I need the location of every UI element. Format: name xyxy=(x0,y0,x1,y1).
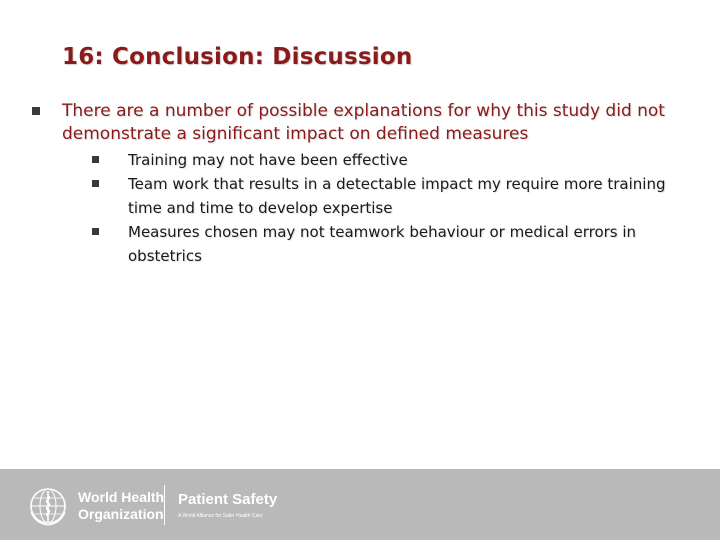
sub-bullet-text: Training may not have been effective xyxy=(128,151,408,169)
sub-bullet-text: Measures chosen may not teamwork behaviour or medical errors in obstetrics xyxy=(128,223,637,265)
main-bullet-text: There are a number of possible explanations for why this study did not demonstrate a significant impact on defined measures xyxy=(62,101,665,144)
footer-bar xyxy=(0,469,720,540)
sub-bullet-item xyxy=(92,172,692,220)
slide-title: 16: Conclusion: Discussion xyxy=(62,44,413,70)
who-emblem-icon xyxy=(28,486,68,526)
main-bullet-point xyxy=(32,100,692,146)
square-bullet-icon xyxy=(32,107,40,115)
sub-bullet-item xyxy=(92,148,692,172)
slide-body xyxy=(32,100,692,268)
square-bullet-icon xyxy=(92,180,99,187)
sub-bullet-list xyxy=(92,148,692,268)
program-tagline: A World Alliance for Safer Health Care xyxy=(178,513,263,519)
square-bullet-icon xyxy=(92,156,99,163)
sub-bullet-text: Team work that results in a detectable impact my require more training time and time to develop expertise xyxy=(128,175,666,217)
sub-bullet-item xyxy=(92,220,692,268)
program-title: Patient Safety xyxy=(178,491,278,508)
who-wordmark xyxy=(78,489,164,523)
square-bullet-icon xyxy=(92,228,99,235)
org-name-line1: World Health xyxy=(78,489,165,505)
org-name-line2: Organization xyxy=(78,506,164,522)
footer-divider xyxy=(164,485,165,525)
